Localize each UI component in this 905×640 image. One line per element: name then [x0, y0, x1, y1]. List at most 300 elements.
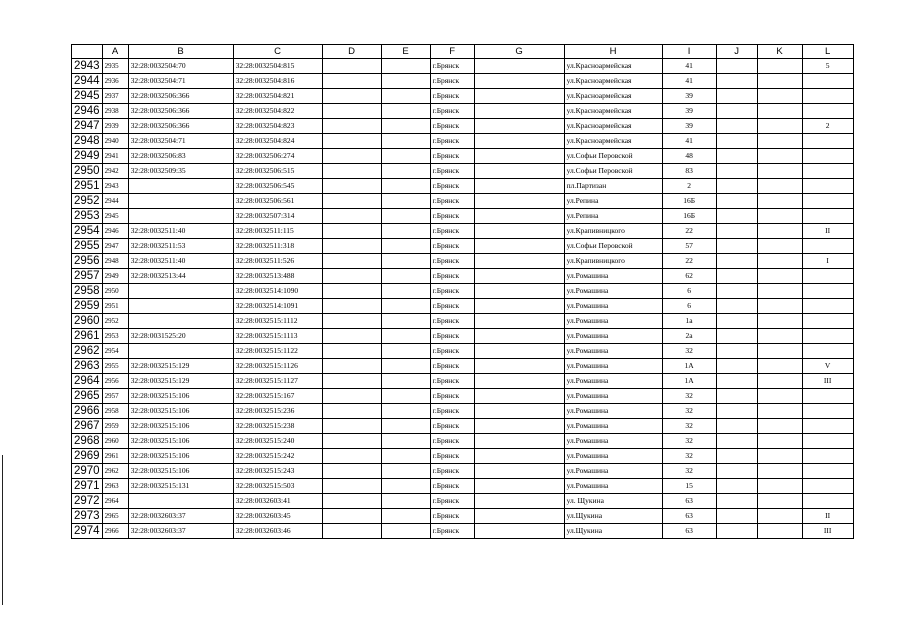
- cell-f[interactable]: г.Брянск: [430, 89, 474, 104]
- cell-e[interactable]: [381, 179, 430, 194]
- cell-l[interactable]: [802, 179, 853, 194]
- cell-f[interactable]: г.Брянск: [430, 359, 474, 374]
- cell-c[interactable]: 32:28:0032511:115: [233, 224, 322, 239]
- cell-a[interactable]: 2950: [102, 284, 128, 299]
- cell-l[interactable]: [802, 149, 853, 164]
- cell-b[interactable]: 32:28:0032515:106: [128, 464, 233, 479]
- cell-i[interactable]: 41: [662, 59, 716, 74]
- column-header-a[interactable]: A: [102, 45, 128, 59]
- cell-b[interactable]: [128, 179, 233, 194]
- row-number[interactable]: 2966: [72, 404, 103, 419]
- cell-a[interactable]: 2962: [102, 464, 128, 479]
- cell-g[interactable]: [474, 164, 564, 179]
- cell-b[interactable]: [128, 299, 233, 314]
- cell-e[interactable]: [381, 464, 430, 479]
- cell-i[interactable]: 57: [662, 239, 716, 254]
- cell-k[interactable]: [757, 149, 802, 164]
- cell-i[interactable]: 22: [662, 224, 716, 239]
- cell-g[interactable]: [474, 359, 564, 374]
- cell-k[interactable]: [757, 59, 802, 74]
- cell-l[interactable]: II: [802, 224, 853, 239]
- cell-c[interactable]: 32:28:0032506:561: [233, 194, 322, 209]
- cell-h[interactable]: ул.Ромашина: [564, 284, 662, 299]
- cell-g[interactable]: [474, 344, 564, 359]
- cell-a[interactable]: 2963: [102, 479, 128, 494]
- cell-f[interactable]: г.Брянск: [430, 449, 474, 464]
- cell-j[interactable]: [716, 299, 757, 314]
- cell-h[interactable]: ул.Ромашина: [564, 464, 662, 479]
- cell-c[interactable]: 32:28:0032515:243: [233, 464, 322, 479]
- cell-k[interactable]: [757, 104, 802, 119]
- column-header-b[interactable]: B: [128, 45, 233, 59]
- cell-g[interactable]: [474, 404, 564, 419]
- cell-i[interactable]: 16Б: [662, 209, 716, 224]
- cell-g[interactable]: [474, 299, 564, 314]
- cell-d[interactable]: [322, 419, 381, 434]
- cell-g[interactable]: [474, 59, 564, 74]
- row-number[interactable]: 2949: [72, 149, 103, 164]
- cell-b[interactable]: 32:28:0032515:129: [128, 374, 233, 389]
- cell-e[interactable]: [381, 329, 430, 344]
- cell-b[interactable]: 32:28:0032504:71: [128, 134, 233, 149]
- cell-l[interactable]: [802, 404, 853, 419]
- cell-c[interactable]: 32:28:0032515:503: [233, 479, 322, 494]
- cell-c[interactable]: 32:28:0032513:488: [233, 269, 322, 284]
- cell-j[interactable]: [716, 359, 757, 374]
- cell-k[interactable]: [757, 89, 802, 104]
- cell-c[interactable]: 32:28:0032514:1090: [233, 284, 322, 299]
- row-number[interactable]: 2947: [72, 119, 103, 134]
- cell-d[interactable]: [322, 524, 381, 539]
- cell-k[interactable]: [757, 449, 802, 464]
- cell-e[interactable]: [381, 389, 430, 404]
- cell-j[interactable]: [716, 479, 757, 494]
- cell-a[interactable]: 2946: [102, 224, 128, 239]
- cell-k[interactable]: [757, 494, 802, 509]
- cell-h[interactable]: ул.Красноармейская: [564, 74, 662, 89]
- cell-l[interactable]: 2: [802, 119, 853, 134]
- cell-a[interactable]: 2952: [102, 314, 128, 329]
- cell-k[interactable]: [757, 209, 802, 224]
- cell-d[interactable]: [322, 434, 381, 449]
- column-header-j[interactable]: J: [716, 45, 757, 59]
- cell-g[interactable]: [474, 149, 564, 164]
- cell-i[interactable]: 39: [662, 119, 716, 134]
- cell-g[interactable]: [474, 284, 564, 299]
- cell-d[interactable]: [322, 359, 381, 374]
- cell-i[interactable]: 63: [662, 524, 716, 539]
- cell-j[interactable]: [716, 74, 757, 89]
- cell-j[interactable]: [716, 239, 757, 254]
- cell-k[interactable]: [757, 524, 802, 539]
- cell-e[interactable]: [381, 74, 430, 89]
- cell-i[interactable]: 32: [662, 389, 716, 404]
- column-header-e[interactable]: E: [381, 45, 430, 59]
- cell-h[interactable]: ул.Красноармейская: [564, 119, 662, 134]
- cell-f[interactable]: г.Брянск: [430, 134, 474, 149]
- cell-h[interactable]: ул.Щукина: [564, 524, 662, 539]
- cell-g[interactable]: [474, 179, 564, 194]
- cell-a[interactable]: 2938: [102, 104, 128, 119]
- cell-b[interactable]: 32:28:0032515:131: [128, 479, 233, 494]
- cell-i[interactable]: 6: [662, 284, 716, 299]
- cell-i[interactable]: 1А: [662, 374, 716, 389]
- cell-g[interactable]: [474, 74, 564, 89]
- cell-a[interactable]: 2940: [102, 134, 128, 149]
- cell-c[interactable]: 32:28:0032506:515: [233, 164, 322, 179]
- cell-j[interactable]: [716, 524, 757, 539]
- cell-b[interactable]: 32:28:0032509:35: [128, 164, 233, 179]
- cell-a[interactable]: 2951: [102, 299, 128, 314]
- cell-h[interactable]: ул.Ромашина: [564, 344, 662, 359]
- row-number[interactable]: 2974: [72, 524, 103, 539]
- cell-f[interactable]: г.Брянск: [430, 284, 474, 299]
- cell-c[interactable]: 32:28:0032515:242: [233, 449, 322, 464]
- cell-h[interactable]: ул.Ромашина: [564, 479, 662, 494]
- cell-a[interactable]: 2945: [102, 209, 128, 224]
- cell-b[interactable]: 32:28:0032515:106: [128, 434, 233, 449]
- cell-g[interactable]: [474, 329, 564, 344]
- cell-i[interactable]: 22: [662, 254, 716, 269]
- cell-b[interactable]: 32:28:0032603:37: [128, 524, 233, 539]
- cell-g[interactable]: [474, 209, 564, 224]
- cell-i[interactable]: 32: [662, 449, 716, 464]
- cell-e[interactable]: [381, 524, 430, 539]
- cell-l[interactable]: 5: [802, 59, 853, 74]
- cell-b[interactable]: 32:28:0031525:20: [128, 329, 233, 344]
- cell-g[interactable]: [474, 374, 564, 389]
- cell-a[interactable]: 2939: [102, 119, 128, 134]
- cell-e[interactable]: [381, 134, 430, 149]
- cell-h[interactable]: ул.Ромашина: [564, 434, 662, 449]
- cell-f[interactable]: г.Брянск: [430, 374, 474, 389]
- cell-f[interactable]: г.Брянск: [430, 524, 474, 539]
- cell-l[interactable]: [802, 419, 853, 434]
- cell-b[interactable]: 32:28:0032515:106: [128, 449, 233, 464]
- cell-d[interactable]: [322, 149, 381, 164]
- cell-j[interactable]: [716, 89, 757, 104]
- cell-h[interactable]: ул.Репина: [564, 194, 662, 209]
- cell-i[interactable]: 39: [662, 89, 716, 104]
- cell-e[interactable]: [381, 194, 430, 209]
- cell-j[interactable]: [716, 509, 757, 524]
- cell-j[interactable]: [716, 119, 757, 134]
- cell-c[interactable]: 32:28:0032504:821: [233, 89, 322, 104]
- cell-e[interactable]: [381, 284, 430, 299]
- cell-k[interactable]: [757, 269, 802, 284]
- cell-c[interactable]: 32:28:0032515:1122: [233, 344, 322, 359]
- cell-d[interactable]: [322, 284, 381, 299]
- cell-a[interactable]: 2937: [102, 89, 128, 104]
- column-header-k[interactable]: K: [757, 45, 802, 59]
- cell-l[interactable]: [802, 299, 853, 314]
- column-header-d[interactable]: D: [322, 45, 381, 59]
- cell-a[interactable]: 2956: [102, 374, 128, 389]
- cell-e[interactable]: [381, 404, 430, 419]
- cell-k[interactable]: [757, 254, 802, 269]
- cell-l[interactable]: II: [802, 509, 853, 524]
- cell-l[interactable]: [802, 269, 853, 284]
- cell-h[interactable]: ул.Ромашина: [564, 329, 662, 344]
- cell-i[interactable]: 1а: [662, 314, 716, 329]
- cell-j[interactable]: [716, 149, 757, 164]
- cell-e[interactable]: [381, 314, 430, 329]
- cell-d[interactable]: [322, 269, 381, 284]
- cell-a[interactable]: 2966: [102, 524, 128, 539]
- cell-h[interactable]: ул.Софьи Перовской: [564, 164, 662, 179]
- cell-c[interactable]: 32:28:0032511:318: [233, 239, 322, 254]
- cell-k[interactable]: [757, 419, 802, 434]
- cell-d[interactable]: [322, 224, 381, 239]
- cell-a[interactable]: 2954: [102, 344, 128, 359]
- cell-l[interactable]: III: [802, 374, 853, 389]
- cell-l[interactable]: V: [802, 359, 853, 374]
- cell-i[interactable]: 32: [662, 419, 716, 434]
- cell-d[interactable]: [322, 254, 381, 269]
- cell-b[interactable]: 32:28:0032603:37: [128, 509, 233, 524]
- cell-f[interactable]: г.Брянск: [430, 464, 474, 479]
- cell-d[interactable]: [322, 389, 381, 404]
- cell-c[interactable]: 32:28:0032515:1112: [233, 314, 322, 329]
- cell-k[interactable]: [757, 314, 802, 329]
- cell-i[interactable]: 6: [662, 299, 716, 314]
- cell-l[interactable]: I: [802, 254, 853, 269]
- row-number[interactable]: 2955: [72, 239, 103, 254]
- cell-f[interactable]: г.Брянск: [430, 389, 474, 404]
- cell-e[interactable]: [381, 269, 430, 284]
- column-header-c[interactable]: C: [233, 45, 322, 59]
- row-number[interactable]: 2963: [72, 359, 103, 374]
- cell-g[interactable]: [474, 194, 564, 209]
- row-number[interactable]: 2951: [72, 179, 103, 194]
- cell-b[interactable]: [128, 209, 233, 224]
- row-number[interactable]: 2956: [72, 254, 103, 269]
- cell-j[interactable]: [716, 494, 757, 509]
- cell-e[interactable]: [381, 89, 430, 104]
- cell-i[interactable]: 63: [662, 509, 716, 524]
- cell-h[interactable]: ул.Красноармейская: [564, 89, 662, 104]
- cell-e[interactable]: [381, 299, 430, 314]
- cell-d[interactable]: [322, 104, 381, 119]
- cell-g[interactable]: [474, 239, 564, 254]
- cell-a[interactable]: 2960: [102, 434, 128, 449]
- cell-a[interactable]: 2957: [102, 389, 128, 404]
- cell-f[interactable]: г.Брянск: [430, 239, 474, 254]
- cell-f[interactable]: г.Брянск: [430, 434, 474, 449]
- cell-f[interactable]: г.Брянск: [430, 179, 474, 194]
- cell-g[interactable]: [474, 134, 564, 149]
- cell-g[interactable]: [474, 224, 564, 239]
- cell-f[interactable]: г.Брянск: [430, 74, 474, 89]
- cell-l[interactable]: [802, 239, 853, 254]
- row-number[interactable]: 2958: [72, 284, 103, 299]
- column-header-g[interactable]: G: [474, 45, 564, 59]
- cell-c[interactable]: 32:28:0032515:240: [233, 434, 322, 449]
- row-number[interactable]: 2973: [72, 509, 103, 524]
- cell-d[interactable]: [322, 509, 381, 524]
- cell-h[interactable]: ул.Ромашина: [564, 299, 662, 314]
- cell-i[interactable]: 2: [662, 179, 716, 194]
- cell-e[interactable]: [381, 209, 430, 224]
- cell-c[interactable]: 32:28:0032504:823: [233, 119, 322, 134]
- row-number[interactable]: 2957: [72, 269, 103, 284]
- cell-b[interactable]: 32:28:0032511:40: [128, 254, 233, 269]
- cell-a[interactable]: 2961: [102, 449, 128, 464]
- cell-k[interactable]: [757, 284, 802, 299]
- cell-b[interactable]: [128, 494, 233, 509]
- cell-g[interactable]: [474, 494, 564, 509]
- cell-k[interactable]: [757, 224, 802, 239]
- cell-f[interactable]: г.Брянск: [430, 119, 474, 134]
- cell-l[interactable]: [802, 89, 853, 104]
- cell-l[interactable]: [802, 284, 853, 299]
- cell-a[interactable]: 2943: [102, 179, 128, 194]
- cell-k[interactable]: [757, 374, 802, 389]
- cell-d[interactable]: [322, 464, 381, 479]
- cell-b[interactable]: 32:28:0032511:40: [128, 224, 233, 239]
- row-number[interactable]: 2960: [72, 314, 103, 329]
- cell-d[interactable]: [322, 314, 381, 329]
- cell-e[interactable]: [381, 449, 430, 464]
- cell-f[interactable]: г.Брянск: [430, 419, 474, 434]
- column-header-i[interactable]: I: [662, 45, 716, 59]
- cell-h[interactable]: ул.Красноармейская: [564, 134, 662, 149]
- cell-a[interactable]: 2958: [102, 404, 128, 419]
- cell-c[interactable]: 32:28:0032514:1091: [233, 299, 322, 314]
- cell-h[interactable]: ул.Ромашина: [564, 269, 662, 284]
- cell-d[interactable]: [322, 329, 381, 344]
- cell-h[interactable]: ул.Ромашина: [564, 314, 662, 329]
- cell-c[interactable]: 32:28:0032504:824: [233, 134, 322, 149]
- cell-h[interactable]: ул.Крапивницкого: [564, 254, 662, 269]
- cell-a[interactable]: 2953: [102, 329, 128, 344]
- cell-j[interactable]: [716, 59, 757, 74]
- cell-k[interactable]: [757, 119, 802, 134]
- cell-c[interactable]: 32:28:0032507:314: [233, 209, 322, 224]
- row-number[interactable]: 2971: [72, 479, 103, 494]
- cell-l[interactable]: [802, 104, 853, 119]
- cell-a[interactable]: 2936: [102, 74, 128, 89]
- cell-h[interactable]: ул.Крапивницкого: [564, 224, 662, 239]
- cell-k[interactable]: [757, 179, 802, 194]
- cell-f[interactable]: г.Брянск: [430, 329, 474, 344]
- cell-g[interactable]: [474, 434, 564, 449]
- cell-a[interactable]: 2949: [102, 269, 128, 284]
- cell-l[interactable]: III: [802, 524, 853, 539]
- cell-h[interactable]: ул.Ромашина: [564, 404, 662, 419]
- cell-g[interactable]: [474, 389, 564, 404]
- cell-e[interactable]: [381, 149, 430, 164]
- cell-i[interactable]: 48: [662, 149, 716, 164]
- cell-j[interactable]: [716, 419, 757, 434]
- row-number[interactable]: 2953: [72, 209, 103, 224]
- cell-f[interactable]: г.Брянск: [430, 59, 474, 74]
- cell-a[interactable]: 2965: [102, 509, 128, 524]
- cell-c[interactable]: 32:28:0032515:236: [233, 404, 322, 419]
- cell-f[interactable]: г.Брянск: [430, 164, 474, 179]
- cell-c[interactable]: 32:28:0032511:526: [233, 254, 322, 269]
- cell-e[interactable]: [381, 224, 430, 239]
- cell-l[interactable]: [802, 434, 853, 449]
- cell-e[interactable]: [381, 434, 430, 449]
- cell-k[interactable]: [757, 329, 802, 344]
- cell-d[interactable]: [322, 479, 381, 494]
- cell-f[interactable]: г.Брянск: [430, 254, 474, 269]
- cell-g[interactable]: [474, 119, 564, 134]
- cell-h[interactable]: ул.Ромашина: [564, 419, 662, 434]
- cell-j[interactable]: [716, 404, 757, 419]
- row-number[interactable]: 2961: [72, 329, 103, 344]
- cell-d[interactable]: [322, 164, 381, 179]
- cell-l[interactable]: [802, 389, 853, 404]
- cell-b[interactable]: [128, 284, 233, 299]
- cell-j[interactable]: [716, 179, 757, 194]
- cell-j[interactable]: [716, 194, 757, 209]
- cell-f[interactable]: г.Брянск: [430, 404, 474, 419]
- row-number[interactable]: 2964: [72, 374, 103, 389]
- cell-k[interactable]: [757, 509, 802, 524]
- cell-j[interactable]: [716, 344, 757, 359]
- cell-g[interactable]: [474, 479, 564, 494]
- cell-k[interactable]: [757, 299, 802, 314]
- cell-e[interactable]: [381, 509, 430, 524]
- cell-j[interactable]: [716, 449, 757, 464]
- cell-e[interactable]: [381, 419, 430, 434]
- cell-d[interactable]: [322, 239, 381, 254]
- cell-d[interactable]: [322, 179, 381, 194]
- cell-k[interactable]: [757, 134, 802, 149]
- cell-b[interactable]: 32:28:0032506:366: [128, 89, 233, 104]
- column-header-l[interactable]: L: [802, 45, 853, 59]
- cell-b[interactable]: 32:28:0032504:71: [128, 74, 233, 89]
- cell-e[interactable]: [381, 374, 430, 389]
- cell-i[interactable]: 63: [662, 494, 716, 509]
- cell-k[interactable]: [757, 359, 802, 374]
- cell-f[interactable]: г.Брянск: [430, 209, 474, 224]
- cell-c[interactable]: 32:28:0032515:1126: [233, 359, 322, 374]
- cell-d[interactable]: [322, 449, 381, 464]
- row-number[interactable]: 2970: [72, 464, 103, 479]
- row-number[interactable]: 2969: [72, 449, 103, 464]
- cell-b[interactable]: 32:28:0032504:70: [128, 59, 233, 74]
- cell-g[interactable]: [474, 449, 564, 464]
- cell-e[interactable]: [381, 164, 430, 179]
- cell-g[interactable]: [474, 269, 564, 284]
- column-header-h[interactable]: H: [564, 45, 662, 59]
- cell-i[interactable]: 2а: [662, 329, 716, 344]
- cell-c[interactable]: 32:28:0032515:167: [233, 389, 322, 404]
- cell-k[interactable]: [757, 464, 802, 479]
- cell-i[interactable]: 1А: [662, 359, 716, 374]
- cell-f[interactable]: г.Брянск: [430, 149, 474, 164]
- cell-l[interactable]: [802, 209, 853, 224]
- cell-l[interactable]: [802, 449, 853, 464]
- cell-i[interactable]: 32: [662, 404, 716, 419]
- cell-h[interactable]: ул.Репина: [564, 209, 662, 224]
- cell-j[interactable]: [716, 434, 757, 449]
- cell-d[interactable]: [322, 134, 381, 149]
- cell-b[interactable]: [128, 314, 233, 329]
- cell-h[interactable]: ул.Ромашина: [564, 389, 662, 404]
- cell-h[interactable]: ул.Ромашина: [564, 374, 662, 389]
- cell-d[interactable]: [322, 404, 381, 419]
- cell-a[interactable]: 2964: [102, 494, 128, 509]
- cell-d[interactable]: [322, 374, 381, 389]
- cell-c[interactable]: 32:28:0032506:274: [233, 149, 322, 164]
- cell-j[interactable]: [716, 464, 757, 479]
- cell-e[interactable]: [381, 254, 430, 269]
- cell-d[interactable]: [322, 299, 381, 314]
